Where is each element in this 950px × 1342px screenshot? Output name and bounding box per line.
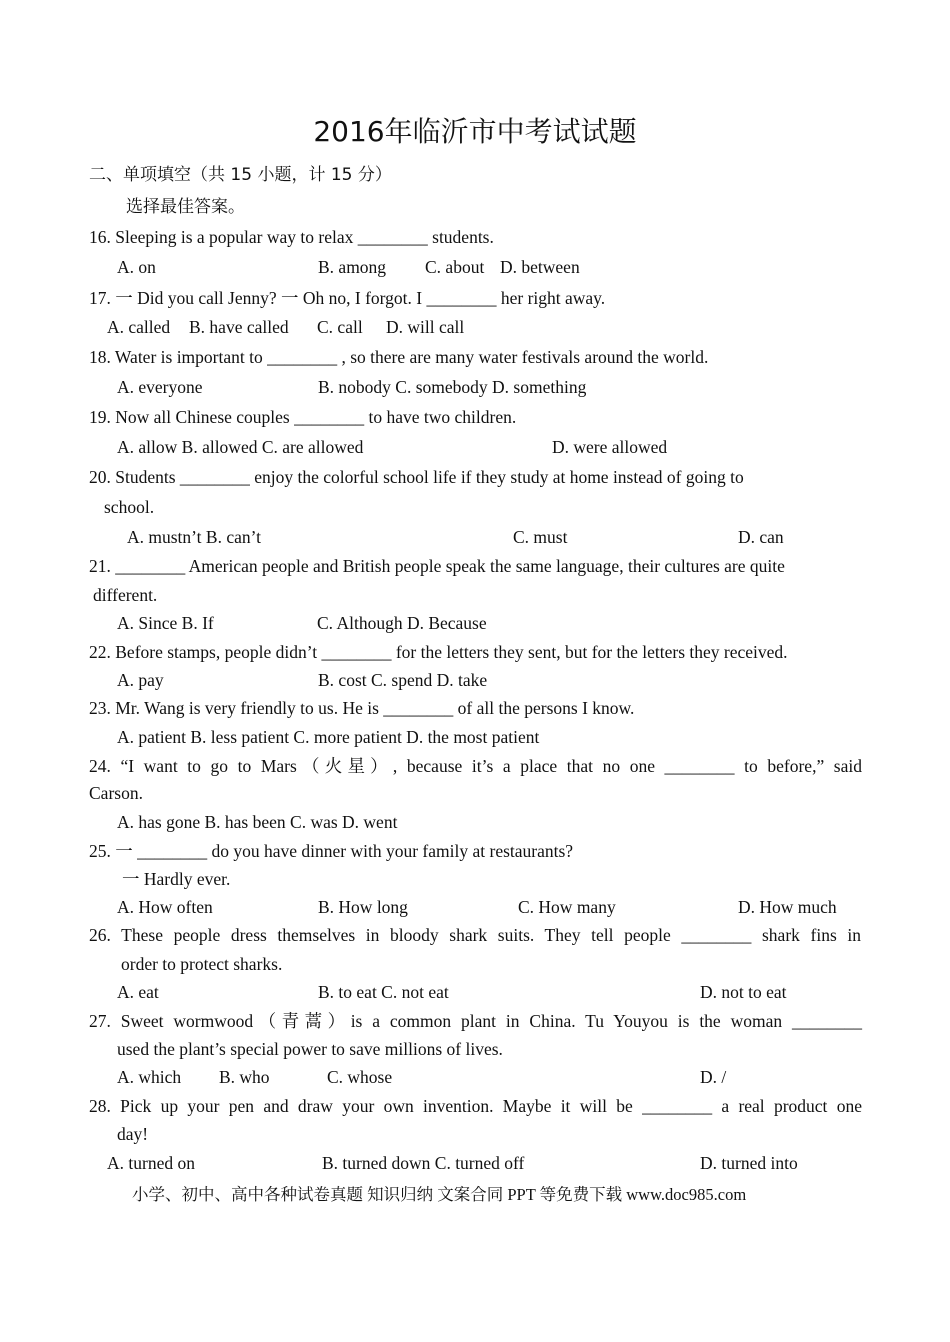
question-21-options-ab: A. Since B. If xyxy=(117,613,214,633)
question-16-option-b: B. among xyxy=(318,257,387,277)
question-18-option-a: A. everyone xyxy=(117,377,203,397)
question-17-option-b: B. have called xyxy=(189,317,289,337)
question-20-stem-continued: school. xyxy=(104,497,155,517)
question-17-option-d: D. will call xyxy=(386,317,465,337)
question-19-options-abc: A. allow B. allowed C. are allowed xyxy=(117,437,364,457)
section-heading: 二、单项填空（共 15 小题，计 15 分） xyxy=(89,165,392,185)
question-25-option-a: A. How often xyxy=(117,897,213,917)
question-25-stem: 25. 一 ________ do you have dinner with your family at restaurants? xyxy=(89,841,574,861)
question-28-stem-continued: day! xyxy=(117,1124,149,1144)
question-17-option-a: A. called xyxy=(107,317,171,337)
question-25-option-d: D. How much xyxy=(738,897,837,917)
question-27-option-b: B. who xyxy=(219,1067,270,1087)
question-21-options-cd: C. Although D. Because xyxy=(317,613,487,633)
question-26-stem-continued: order to protect sharks. xyxy=(121,954,283,974)
question-28-option-a: A. turned on xyxy=(107,1153,195,1173)
section-instruction: 选择最佳答案。 xyxy=(126,197,245,217)
question-20-option-c: C. must xyxy=(513,527,568,547)
question-16-option-c: C. about xyxy=(425,257,485,277)
question-18-options-bcd: B. nobody C. somebody D. something xyxy=(318,377,587,397)
question-20-options-ab: A. mustn’t B. can’t xyxy=(127,527,262,547)
question-24-stem-continued: Carson. xyxy=(89,783,143,803)
question-26-option-d: D. not to eat xyxy=(700,982,787,1002)
question-16-option-a: A. on xyxy=(117,257,156,277)
question-28-stem: 28. Pick up your pen and draw your own invention. Maybe it will be ________ a real product one xyxy=(89,1096,862,1116)
question-19-option-d: D. were allowed xyxy=(552,437,668,457)
question-28-options-bc: B. turned down C. turned off xyxy=(322,1153,525,1173)
question-23-stem: 23. Mr. Wang is very friendly to us. He is ________ of all the persons I know. xyxy=(89,698,635,718)
question-22-stem: 22. Before stamps, people didn’t ________ for the letters they sent, but for the letters they received. xyxy=(89,642,788,662)
question-22-options-bcd: B. cost C. spend D. take xyxy=(318,670,488,690)
question-27-option-a: A. which xyxy=(117,1067,182,1087)
question-16-stem: 16. Sleeping is a popular way to relax ________ students. xyxy=(89,227,494,247)
question-20-stem: 20. Students ________ enjoy the colorful school life if they study at home instead of going to xyxy=(89,467,744,487)
question-18-stem: 18. Water is important to ________ , so there are many water festivals around the world. xyxy=(89,347,709,367)
question-25-option-c: C. How many xyxy=(518,897,616,917)
question-17-stem: 17. 一 Did you call Jenny? 一 Oh no, I forgot. I ________ her right away. xyxy=(89,288,606,308)
question-25-option-b: B. How long xyxy=(318,897,408,917)
question-26-option-a: A. eat xyxy=(117,982,159,1002)
question-22-option-a: A. pay xyxy=(117,670,164,690)
question-24-stem: 24. “I want to go to Mars（火星）, because it’s a place that no one ________ to before,” said xyxy=(89,756,862,776)
question-17-option-c: C. call xyxy=(317,317,363,337)
question-21-stem: 21. ________ American people and British people speak the same language, their cultures are quite xyxy=(89,556,785,576)
question-26-stem: 26. These people dress themselves in bloody shark suits. They tell people ________ shark fins in xyxy=(89,925,861,945)
question-27-stem-continued: used the plant’s special power to save millions of lives. xyxy=(117,1039,503,1059)
question-16-option-d: D. between xyxy=(500,257,580,277)
question-27-option-d: D. / xyxy=(700,1067,727,1087)
page-title: 2016年临沂市中考试试题 xyxy=(313,115,637,148)
question-28-option-d: D. turned into xyxy=(700,1153,798,1173)
question-27-option-c: C. whose xyxy=(327,1067,393,1087)
question-25-response: 一 Hardly ever. xyxy=(122,869,231,889)
question-20-option-d: D. can xyxy=(738,527,784,547)
question-23-options: A. patient B. less patient C. more patient D. the most patient xyxy=(117,727,540,747)
question-24-options: A. has gone B. has been C. was D. went xyxy=(117,812,398,832)
page-footer: 小学、初中、高中各种试卷真题 知识归纳 文案合同 PPT 等免费下载 www.doc985.com xyxy=(132,1185,747,1204)
question-27-stem: 27. Sweet wormwood（青蒿）is a common plant in China. Tu Youyou is the woman ________ xyxy=(89,1011,862,1031)
question-21-stem-continued: different. xyxy=(93,585,158,605)
question-19-stem: 19. Now all Chinese couples ________ to have two children. xyxy=(89,407,517,427)
question-26-options-bc: B. to eat C. not eat xyxy=(318,982,449,1002)
